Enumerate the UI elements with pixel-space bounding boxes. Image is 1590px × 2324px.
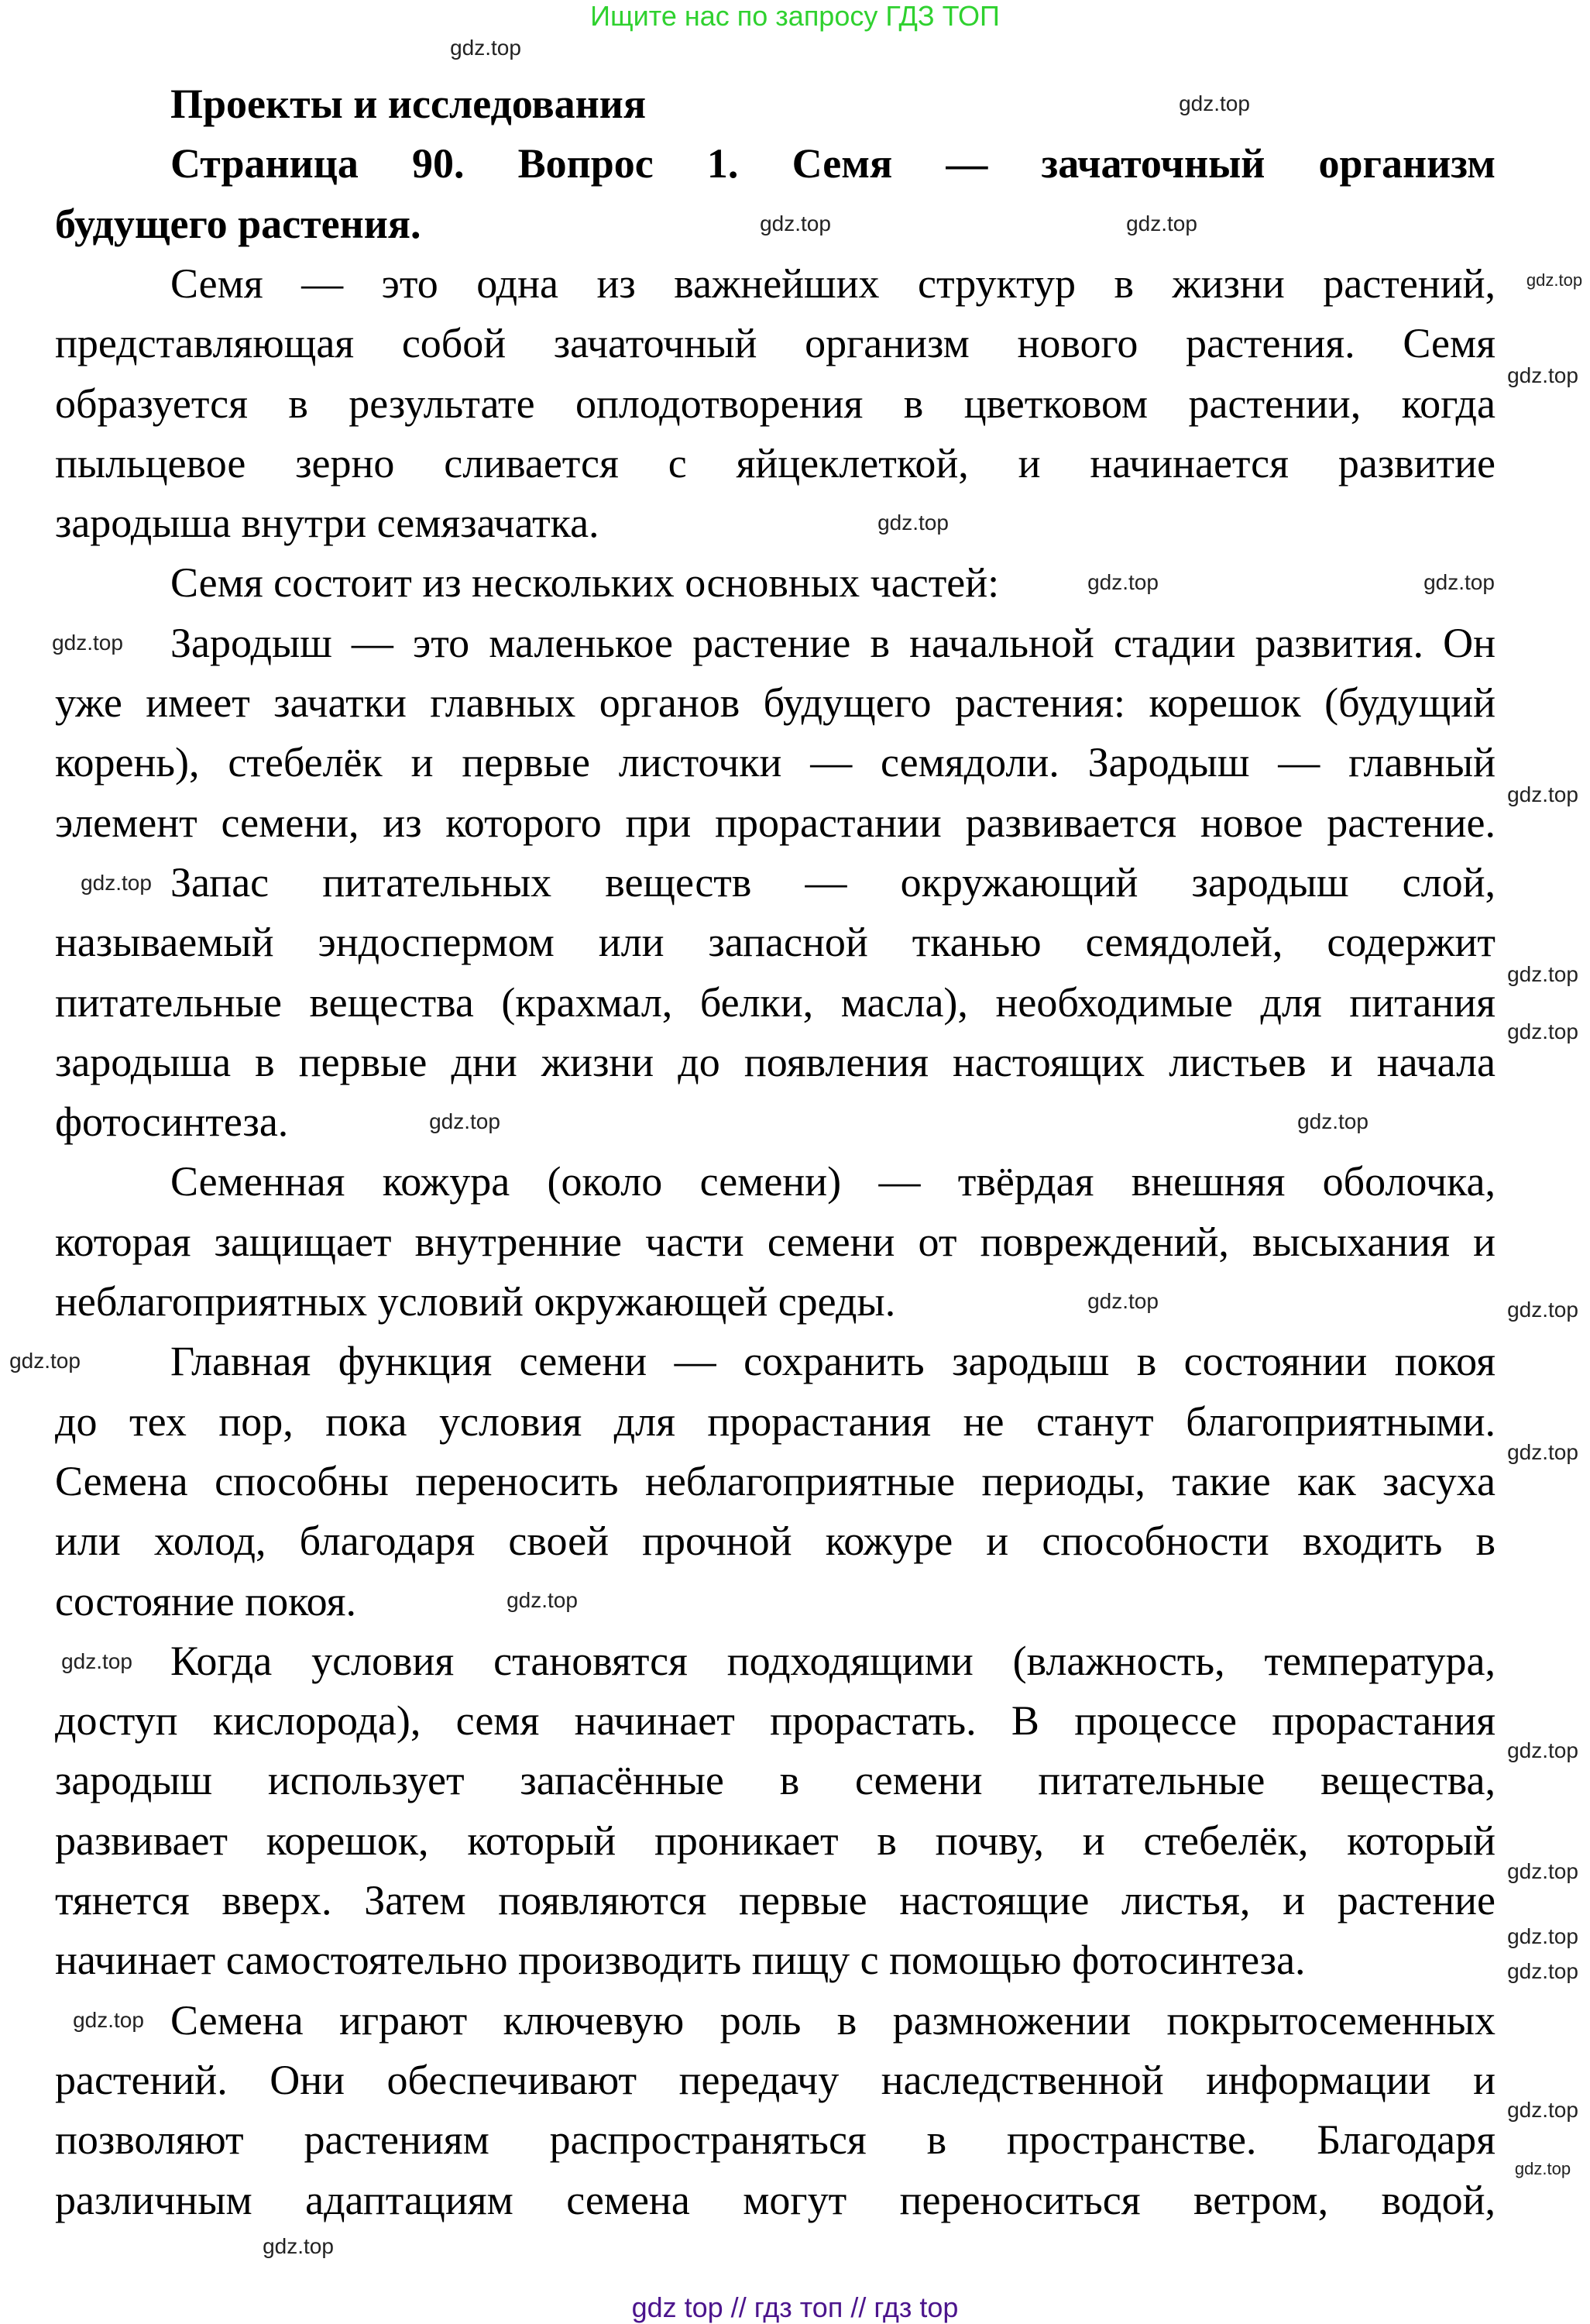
text-line: питательные вещества (крахмал, белки, масла), необходимые для питания: [55, 978, 1496, 1026]
text-line: Семя состоит из нескольких основных частей:: [170, 559, 1000, 607]
watermark-text: gdz.top: [1507, 1738, 1578, 1762]
watermark-text: gdz.top: [1507, 1859, 1578, 1883]
watermark-text: gdz.top: [1526, 270, 1583, 290]
text-line: уже имеет зачатки главных органов будущего растения: корешок (будущий: [55, 679, 1496, 726]
watermark-text: gdz.top: [877, 511, 949, 535]
watermark-text: gdz.top: [1507, 1440, 1578, 1464]
watermark-text: gdz.top: [1297, 1109, 1368, 1133]
text-line: доступ кислорода), семя начинает прорастать. В процессе прорастания: [55, 1697, 1496, 1745]
text-line: пыльцевое зерно сливается с яйцеклеткой, и начинается развитие: [55, 439, 1496, 486]
watermark-text: gdz.top: [73, 2008, 144, 2032]
text-line: Зародыш — это маленькое растение в начальной стадии развития. Он: [170, 619, 1496, 666]
text-line: состояние покоя.: [55, 1577, 356, 1624]
text-line: элемент семени, из которого при прорастании развивается новое растение.: [55, 799, 1496, 846]
bottom-banner-link[interactable]: gdz top // гдз топ // гдз top: [631, 2291, 959, 2323]
section-title: Проекты и исследования: [170, 81, 647, 127]
text-line: начинает самостоятельно производить пищу с помощью фотосинтеза.: [55, 1937, 1306, 1984]
watermark-text: gdz.top: [1507, 962, 1578, 986]
watermark-text: gdz.top: [61, 1649, 132, 1673]
text-line: развивает корешок, который проникает в почву, и стебелёк, который: [55, 1817, 1496, 1864]
text-line: тянется вверх. Затем появляются первые настоящие листья, и растение: [55, 1877, 1496, 1923]
text-line: различным адаптациям семена могут переноситься ветром, водой,: [55, 2176, 1496, 2223]
watermark-text: gdz.top: [1507, 1019, 1578, 1043]
watermark-text: gdz.top: [1514, 2159, 1571, 2178]
watermark-text: gdz.top: [81, 871, 152, 895]
text-line: Семя — это одна из важнейших структур в жизни растений,: [170, 260, 1496, 307]
watermark-text: gdz.top: [1507, 1924, 1578, 1948]
watermark-text: gdz.top: [429, 1109, 500, 1133]
text-line: Запас питательных веществ — окружающий зародыш слой,: [170, 858, 1496, 906]
top-banner-link[interactable]: Ищите нас по запросу ГДЗ ТОП: [590, 0, 1000, 32]
question-heading-cont: будущего растения.: [55, 200, 421, 247]
text-line: неблагоприятных условий окружающей среды.: [55, 1278, 896, 1325]
watermark-text: gdz.top: [1423, 570, 1495, 594]
watermark-text: gdz.top: [1179, 91, 1250, 115]
text-line: позволяют растениям распространяться в пространстве. Благодаря: [55, 2116, 1496, 2164]
watermark-text: gdz.top: [1507, 782, 1578, 806]
watermark-text: gdz.top: [1507, 1959, 1578, 1983]
text-line: которая защищает внутренние части семени от повреждений, высыхания и: [55, 1218, 1496, 1265]
watermark-text: gdz.top: [1087, 570, 1159, 594]
watermark-text: gdz.top: [1126, 211, 1197, 235]
text-line: Семенная кожура (около семени) — твёрдая внешняя оболочка,: [170, 1158, 1496, 1205]
text-line: Семена играют ключевую роль в размножении покрытосеменных: [170, 1996, 1496, 2044]
text-line: до тех пор, пока условия для прорастания не станут благоприятными.: [55, 1397, 1496, 1445]
watermark-text: gdz.top: [507, 1588, 578, 1612]
text-line: зародыш использует запасённые в семени питательные вещества,: [55, 1757, 1496, 1804]
watermark-text: gdz.top: [1507, 1298, 1578, 1322]
watermark-text: gdz.top: [9, 1349, 81, 1373]
text-line: Когда условия становятся подходящими (влажность, температура,: [170, 1637, 1496, 1684]
text-line: зародыша внутри семязачатка.: [55, 500, 599, 547]
text-line: представляющая собой зачаточный организм нового растения. Семя: [55, 320, 1496, 367]
text-line: растений. Они обеспечивают передачу наследственной информации и: [55, 2056, 1496, 2103]
text-line: фотосинтеза.: [55, 1098, 289, 1146]
question-heading: Страница 90. Вопрос 1. Семя — зачаточный организм: [170, 140, 1496, 187]
text-line: Главная функция семени — сохранить зародыш в состоянии покоя: [170, 1338, 1496, 1385]
text-line: называемый эндоспермом или запасной тканью семядолей, содержит: [55, 919, 1496, 966]
watermark-text: gdz.top: [1507, 2098, 1578, 2122]
watermark-text: gdz.top: [450, 36, 521, 60]
text-line: образуется в результате оплодотворения в цветковом растении, когда: [55, 380, 1496, 427]
text-line: Семена способны переносить неблагоприятные периоды, такие как засуха: [55, 1457, 1496, 1504]
watermark-text: gdz.top: [1507, 363, 1578, 387]
text-line: зародыша в первые дни жизни до появления настоящих листьев и начала: [55, 1038, 1496, 1085]
watermark-text: gdz.top: [1087, 1289, 1159, 1313]
watermark-text: gdz.top: [263, 2234, 334, 2258]
watermark-text: gdz.top: [52, 631, 123, 655]
watermark-text: gdz.top: [760, 211, 831, 235]
text-line: или холод, благодаря своей прочной кожуре и способности входить в: [55, 1518, 1496, 1565]
text-line: корень), стебелёк и первые листочки — семядоли. Зародыш — главный: [55, 739, 1496, 786]
